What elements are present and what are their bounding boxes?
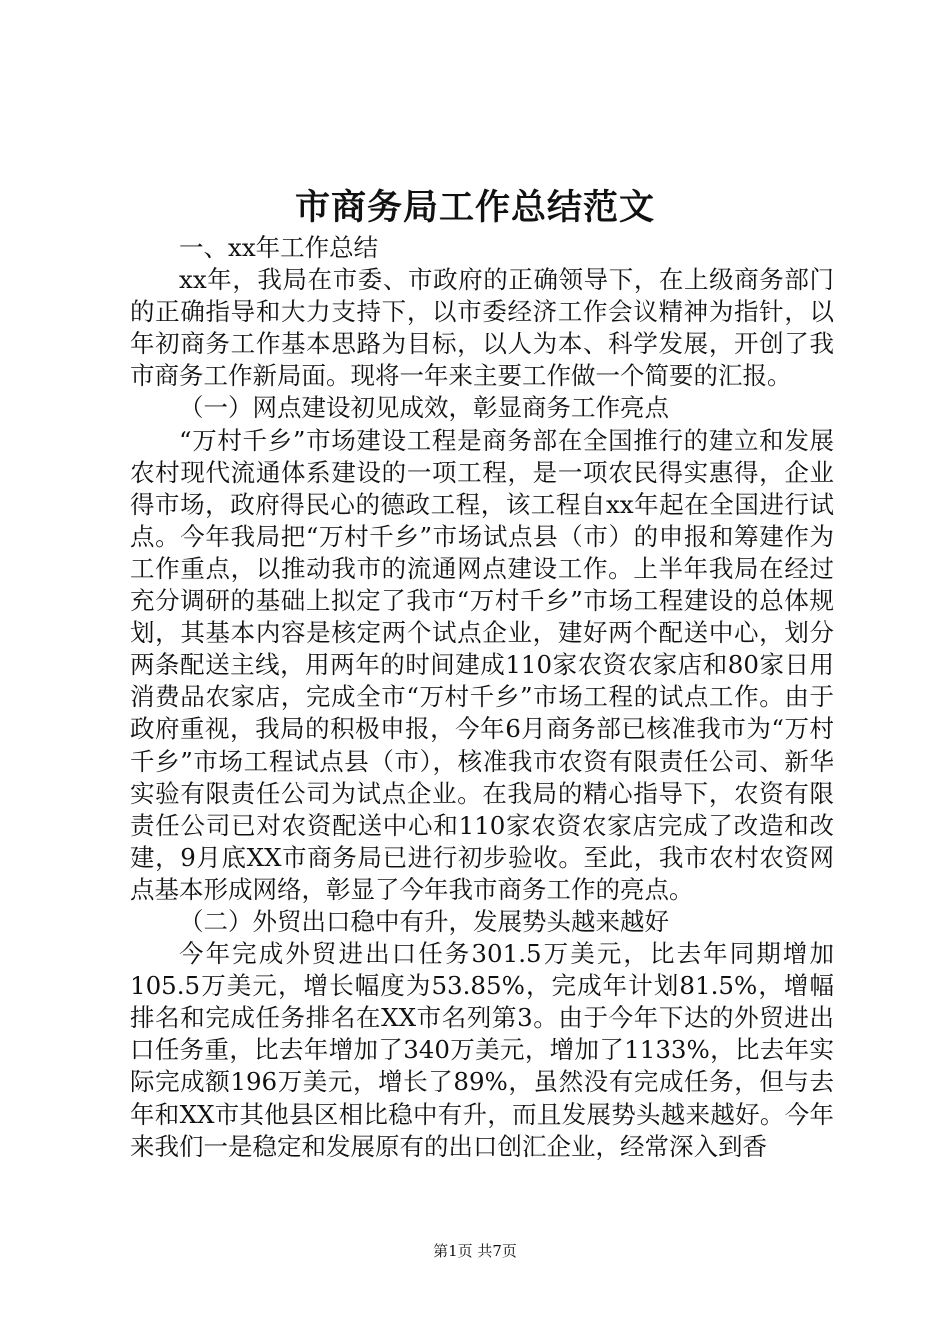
subsection-heading: （一）网点建设初见成效，彰显商务工作亮点 bbox=[179, 393, 669, 423]
paragraph: xx年，我局在市委、市政府的正确领导下，在上级商务部门的正确指导和大力支持下，以市委经济工作会议精神为指针，以年初商务工作基本思路为目标，以人为本、科学发展，开创了我市商务工作新局面。现将一年来主要工作做一个简要的汇报。 bbox=[130, 265, 834, 391]
paragraph: 今年完成外贸进出口任务301.5万美元，比去年同期增加105.5万美元，增长幅度为53.85%，完成年计划81.5%，增幅排名和完成任务排名在XX市名列第3。由于今年下达的外贸进出口任务重，比去年增加了340万美元，增加了1133%，比去年实际完成额196万美元，增长了89%，虽然没有完成任务，但与去年和XX市其他县区相比稳中有升，而且发展势头越来越好。今年来我们一是稳定和发展原有的出口创汇企业，经常深入到香 bbox=[130, 939, 834, 1161]
paragraph: “万村千乡”市场建设工程是商务部在全国推行的建立和发展农村现代流通体系建设的一项工程，是一项农民得实惠得，企业得市场，政府得民心的德政工程，该工程自xx年起在全国进行试点。今年我局把“万村千乡”市场试点县（市）的申报和筹建作为工作重点，以推动我市的流通网点建设工作。上半年我局在经过充分调研的基础上拟定了我市“万村千乡”市场工程建设的总体规划，其基本内容是核定两个试点企业，建好两个配送中心，划分两条配送主线，用两年的时间建成110家农资农家店和80家日用消费品农家店，完成全市“万村千乡”市场工程的试点工作。由于政府重视，我局的积极申报，今年6月商务部已核准我市为“万村千乡”市场工程试点县（市），核准我市农资有限责任公司、新华实验有限责任公司为试点企业。在我局的精心指导下，农资有限责任公司已对农资配送中心和110家农资农家店完成了改造和改建，9月底XX市商务局已进行初步验收。至此，我市农村农资网点基本形成网络，彰显了今年我市商务工作的亮点。 bbox=[130, 425, 834, 904]
section-heading: 一、xx年工作总结 bbox=[179, 233, 379, 262]
subsection-heading: （二）外贸出口稳中有升，发展势头越来越好 bbox=[179, 906, 669, 936]
document-title: 市商务局工作总结范文 bbox=[294, 187, 655, 228]
document-body bbox=[130, 232, 834, 1163]
page-footer: 第1页 共7页 bbox=[433, 1242, 517, 1260]
